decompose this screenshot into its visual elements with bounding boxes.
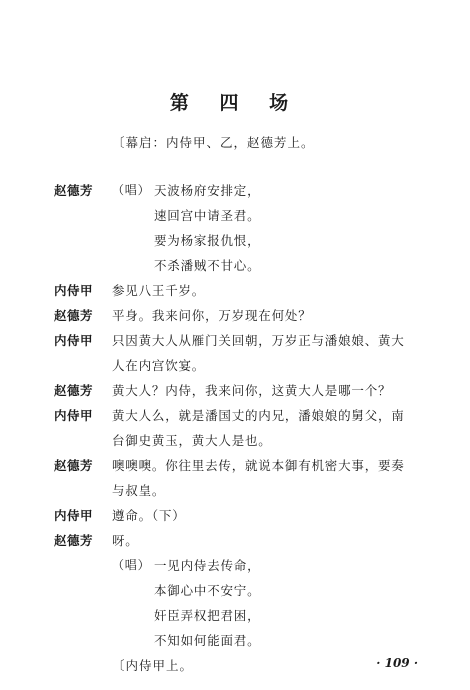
speaker-label: 赵德芳 — [54, 183, 94, 198]
page-number: · 109 · — [376, 656, 418, 670]
speaker-label: 赵德芳 — [54, 533, 94, 548]
speaker-label: 内侍甲 — [54, 333, 94, 348]
sing-mark: （唱） — [112, 183, 151, 197]
dialogue-line: 只因黄大人从雁门关回朝，万岁正与潘娘娘、黄大 — [112, 333, 405, 348]
dialogue-line: 与叔皇。 — [112, 483, 166, 498]
verse-line: 奸臣弄权把君困， — [154, 608, 261, 623]
scene-title: 第 四 场 — [169, 92, 301, 114]
opening-stage-direction: 〔幕启：内侍甲、乙，赵德芳上。 — [112, 135, 315, 150]
verse-line: 速回宫中请圣君。 — [154, 208, 261, 223]
verse-line: 不杀潘贼不甘心。 — [154, 258, 261, 273]
speaker-label: 赵德芳 — [54, 458, 94, 473]
dialogue-line: 平身。我来问你，万岁现在何处？ — [112, 308, 312, 323]
dialogue-line: 台御史黄玉，黄大人是也。 — [112, 433, 272, 448]
verse-line: 要为杨家报仇恨， — [154, 233, 261, 248]
dialogue-line: 参见八王千岁。 — [112, 283, 206, 298]
dialogue-line: 人在内宫饮宴。 — [112, 358, 206, 373]
verse-line: 一见内侍去传命， — [154, 558, 261, 573]
verse-line: 本御心中不安宁。 — [154, 583, 261, 598]
speaker-label: 内侍甲 — [54, 283, 94, 298]
speaker-label: 内侍甲 — [54, 408, 94, 423]
sing-mark: （唱） — [112, 558, 151, 572]
dialogue-line: 噢噢噢。你往里去传，就说本御有机密大事，要奏 — [112, 458, 405, 473]
verse-line: 天波杨府安排定， — [154, 183, 261, 198]
dialogue-line: 遵命。（下） — [112, 508, 186, 523]
speaker-label: 赵德芳 — [54, 308, 94, 323]
speaker-label: 内侍甲 — [54, 508, 94, 523]
speaker-label: 赵德芳 — [54, 383, 94, 398]
dialogue-line: 黄大人？内侍，我来问你，这黄大人是哪一个？ — [112, 383, 392, 398]
dialogue-line: 黄大人么，就是潘国丈的内兄，潘娘娘的舅父，南 — [112, 408, 405, 423]
verse-line: 不知如何能面君。 — [154, 633, 261, 648]
closing-stage-direction: 〔内侍甲上。 — [112, 658, 194, 673]
dialogue-line: 呀。 — [112, 533, 139, 548]
